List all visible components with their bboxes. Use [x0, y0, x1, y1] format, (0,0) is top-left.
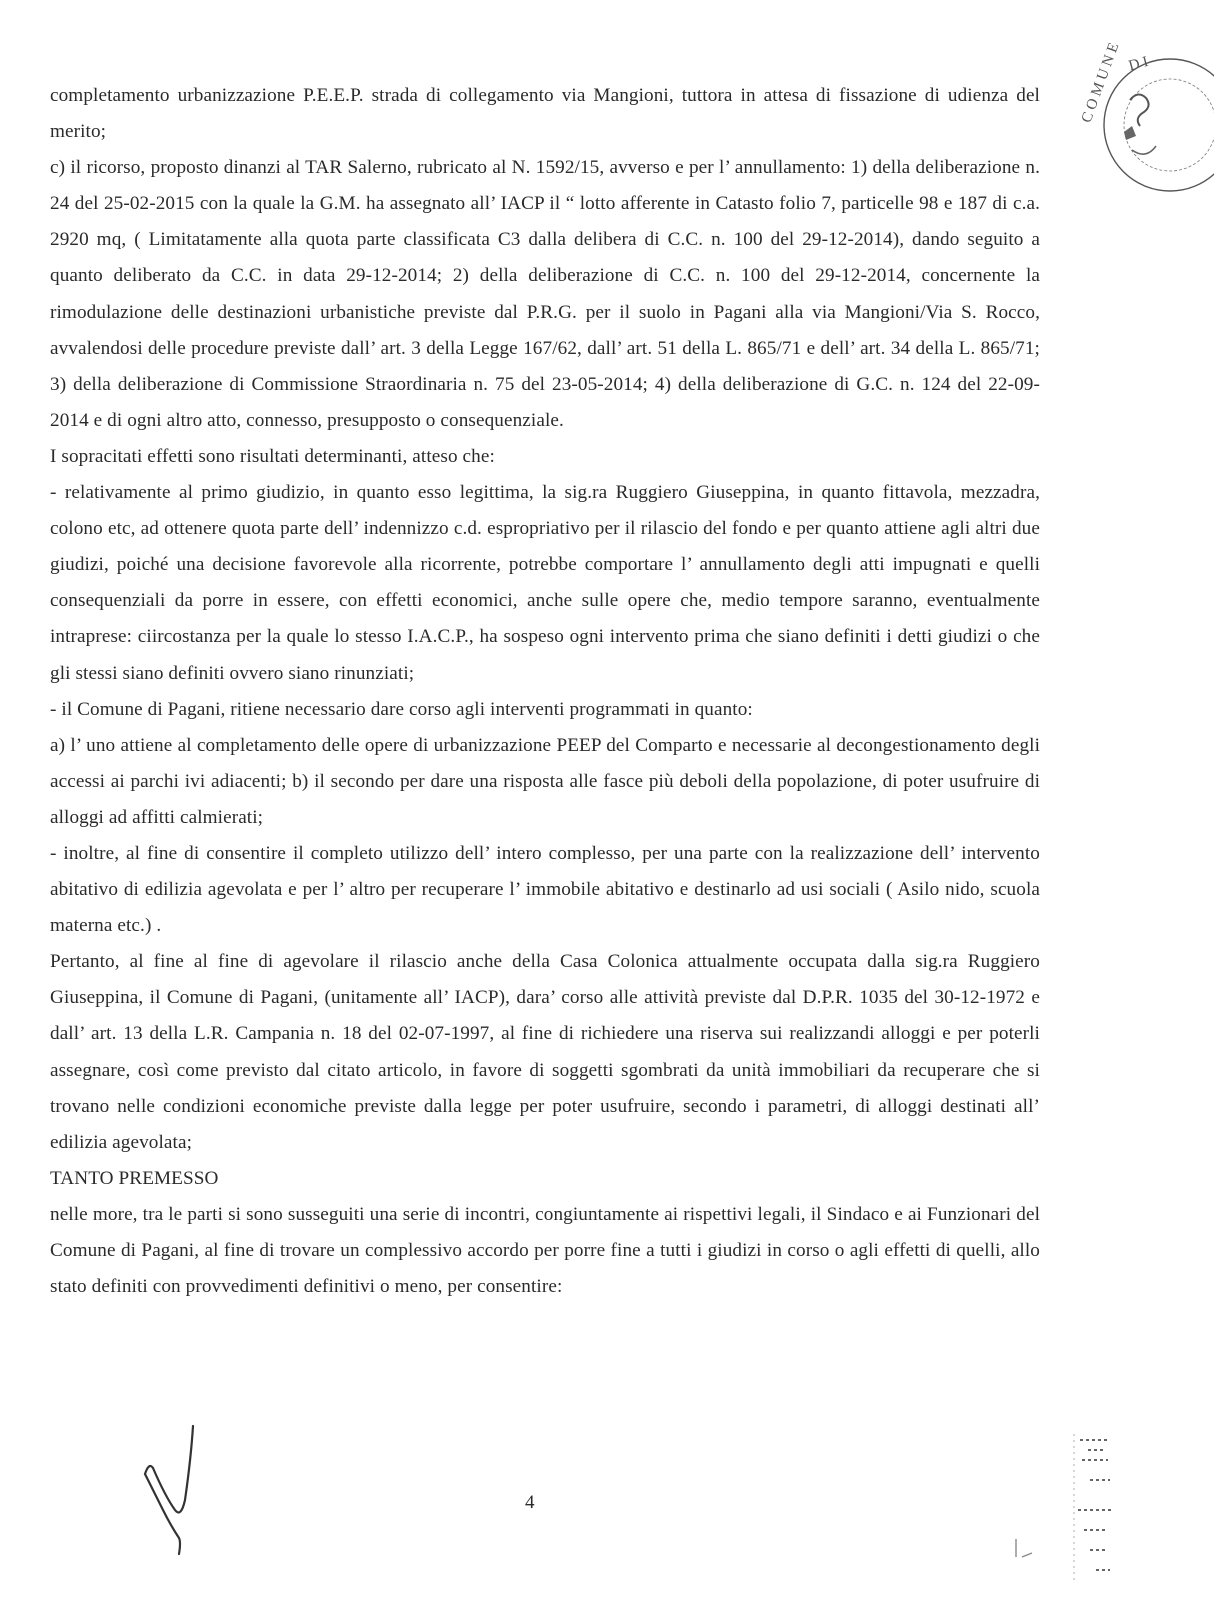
handwritten-signature [135, 1418, 225, 1568]
body-text [50, 78, 1040, 1305]
page-number: 4 [525, 1492, 535, 1513]
paragraph-7: - inoltre, al fine di consentire il completo utilizzo dell’ intero complesso, per una parte con la realizzazione dell’ intervento abitativo di edilizia agevolata e per l’ altro per recuperare l’ immobile abitativo e destinarlo ad usi sociali ( Asilo nido, scuola materna etc.) . [50, 842, 1040, 937]
paragraph-2: c) il ricorso, proposto dinanzi al TAR Salerno, rubricato al N. 1592/15, avverso e per l’ annullamento: 1) della deliberazione n. 24 del 25-02-2015 con la quale la G.M. ha assegnato all’ IACP il “ lotto afferente in Catasto folio 7, particelle 98 e 187 di c.a. 2920 mq, ( Limitatamente alla quota parte classificata C3 dalla delibera di C.C. n. 100 del 29-12-2014), dando seguito a quanto deliberato da C.C. in data 29-12-2014; 2) della deliberazione di C.C. n. 100 del 29-12-2014, concernente la rimodulazione delle destinazioni urbanistiche previste dal P.R.G. per il suolo in Pagani alla via Mangioni/Via S. Rocco, avvalendosi delle procedure previste dall’ art. 3 della Legge 167/62, dall’ art. 51 della L. 865/71 e dell’ art. 34 della L. 865/71; 3) della deliberazione di Commissione Straordinaria n. 75 del 23-05-2014; 4) della deliberazione di G.C. n. 124 del 22-09-2014 e di ogni altro atto, connesso, presupposto o consequenziale. [50, 157, 1040, 431]
section-heading: TANTO PREMESSO [50, 1167, 219, 1189]
svg-text:C O M U N E: C O M U N E [1078, 40, 1123, 126]
paragraph-4: - relativamente al primo giudizio, in quanto esso legittima, la sig.ra Ruggiero Giuseppina, in quanto fittavola, mezzadra, colono etc, ad ottenere quota parte dell’ indennizzo c.d. espropriativo per il rilascio del fondo e per quanto attiene agli altri due giudizi, poiché una decisione favorevole alla ricorrente, potrebbe comportare l’ annullamento degli atti impugnati e quelli consequenziali da porre in essere, con effetti economici, anche sulle opere che, medio tempore saranno, eventualmente intraprese: ciircostanza per la quale lo stesso I.A.C.P., ha sospeso ogni intervento prima che siano definiti i detti giudizi o che gli stessi siano definiti ovvero siano rinunziati; [50, 482, 1040, 684]
svg-text:D I: D I [1126, 53, 1151, 75]
stamp-marks-icon [1060, 1420, 1130, 1590]
paragraph-10: nelle more, tra le parti si sono susseguiti una serie di incontri, congiuntamente ai rispettivi legali, il Sindaco e ai Funzionari del Comune di Pagani, al fine di trovare un complessivo accordo per porre fine a tutti i giudizi in corso o agli effetti di quelli, allo stato definiti con provvedimenti definitivi o meno, per consentire: [50, 1203, 1040, 1298]
paragraph-1: completamento urbanizzazione P.E.E.P. strada di collegamento via Mangioni, tuttora in attesa di fissazione di udienza del merito; [50, 85, 1040, 143]
paragraph-6: a) l’ uno attiene al completamento delle opere di urbanizzazione PEEP del Comparto e necessarie al decongestionamento degli accessi ai parchi ivi adiacenti; b) il secondo per dare una risposta alle fasce più deboli della popolazione, di poter usufruire di alloggi ad affitti calmierati; [50, 734, 1040, 828]
ink-speck-icon [1010, 1535, 1050, 1565]
municipal-seal-icon [1072, 40, 1214, 210]
paragraph-5: - il Comune di Pagani, ritiene necessario dare corso agli interventi programmati in quanto: [50, 698, 753, 720]
paragraph-8: Pertanto, al fine al fine di agevolare il rilascio anche della Casa Colonica attualmente occupata dalla sig.ra Ruggiero Giuseppina, il Comune di Pagani, (unitamente all’ IACP), dara’ corso alle attività previste dal D.P.R. 1035 del 30-12-1972 e dall’ art. 13 della L.R. Campania n. 18 del 02-07-1997, al fine di richiedere una riserva sui realizzandi alloggi e per poterli assegnare, così come previsto dal citato articolo, in favore di soggetti sgombrati da unità immobiliari da recuperare che si trovano nelle condizioni economiche previste dalla legge per poter usufruire, secondo i parametri, di alloggi destinati all’ edilizia agevolata; [50, 951, 1040, 1153]
paragraph-3: I sopracitati effetti sono risultati determinanti, atteso che: [50, 445, 495, 467]
